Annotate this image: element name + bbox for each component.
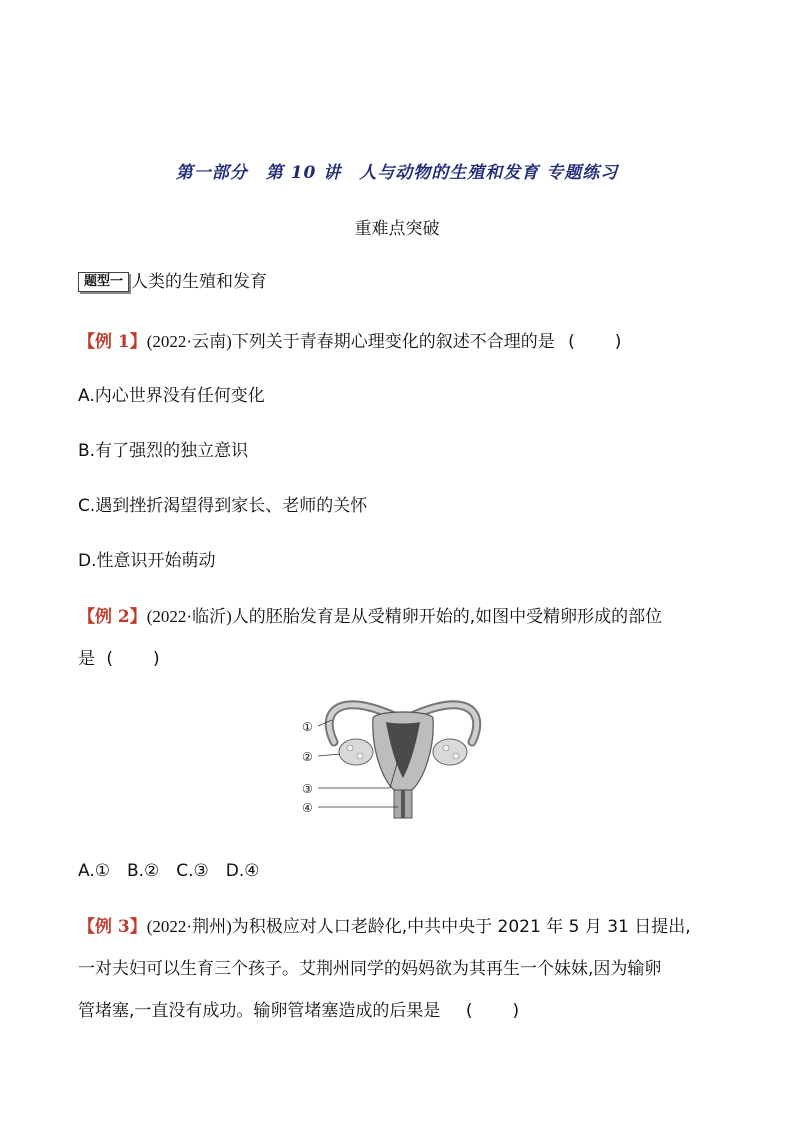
example-3-question-1: 为积极应对人口老龄化,中共中央于 2021 年 5 月 31 日提出, (231, 917, 691, 937)
example-1-question: 下列关于青春期心理变化的叙述不合理的是 (231, 332, 555, 352)
answer-paren-open: ( (465, 1001, 473, 1021)
page-title: 第一部分 第 10 讲 人与动物的生殖和发育 专题练习 (175, 163, 619, 183)
figure-label-2: ② (302, 750, 313, 764)
female-reproductive-system-diagram (298, 690, 508, 820)
example-2-options: A.① B.② C.③ D.④ (78, 861, 260, 881)
example-2-stem-line-1 (78, 602, 662, 627)
reproductive-organ-illustration (298, 690, 508, 820)
example-3-question-3: 管堵塞,一直没有成功。输卵管堵塞造成的后果是 (78, 1001, 441, 1021)
example-2-stem-line-2 (78, 644, 160, 669)
question-type-heading (78, 267, 267, 292)
example-2-source: (2022·临沂) (146, 607, 232, 626)
example-1-option-d: D.性意识开始萌动 (78, 551, 216, 571)
figure-label-1: ① (302, 720, 313, 734)
question-type-label: 人类的生殖和发育 (131, 272, 268, 292)
example-1-tag: 【例 1】 (78, 332, 147, 352)
example-2-tag: 【例 2】 (78, 607, 147, 627)
example-3-source: (2022·荆州) (146, 917, 232, 936)
figure-label-3: ③ (302, 782, 313, 796)
example-3-stem-line-3 (78, 996, 519, 1021)
answer-paren-close: ) (512, 1001, 520, 1021)
figure-label-4: ④ (302, 801, 313, 815)
example-1-option-a: A.内心世界没有任何变化 (78, 386, 265, 406)
question-type-tag: 题型一 (78, 272, 129, 292)
answer-paren-open: ( (568, 332, 575, 352)
answer-paren-close: ) (614, 332, 622, 352)
example-1-source: (2022·云南) (146, 332, 232, 351)
example-1-option-b: B.有了强烈的独立意识 (78, 441, 249, 461)
example-2-question-end: 是 (78, 649, 95, 669)
example-3-stem-line-2: 一对夫妇可以生育三个孩子。艾荆州同学的妈妈欲为其再生一个妹妹,因为输卵 (78, 959, 662, 979)
answer-paren-open: ( (106, 649, 114, 669)
example-3-stem-line-1 (78, 912, 691, 937)
section-subtitle: 重难点突破 (354, 219, 440, 239)
example-1-option-c: C.遇到挫折渴望得到家长、老师的关怀 (78, 496, 368, 516)
example-1-stem (78, 327, 621, 352)
example-3-tag: 【例 3】 (78, 917, 147, 937)
answer-paren-close: ) (153, 649, 160, 669)
example-2-question: 人的胚胎发育是从受精卵开始的,如图中受精卵形成的部位 (231, 607, 663, 627)
